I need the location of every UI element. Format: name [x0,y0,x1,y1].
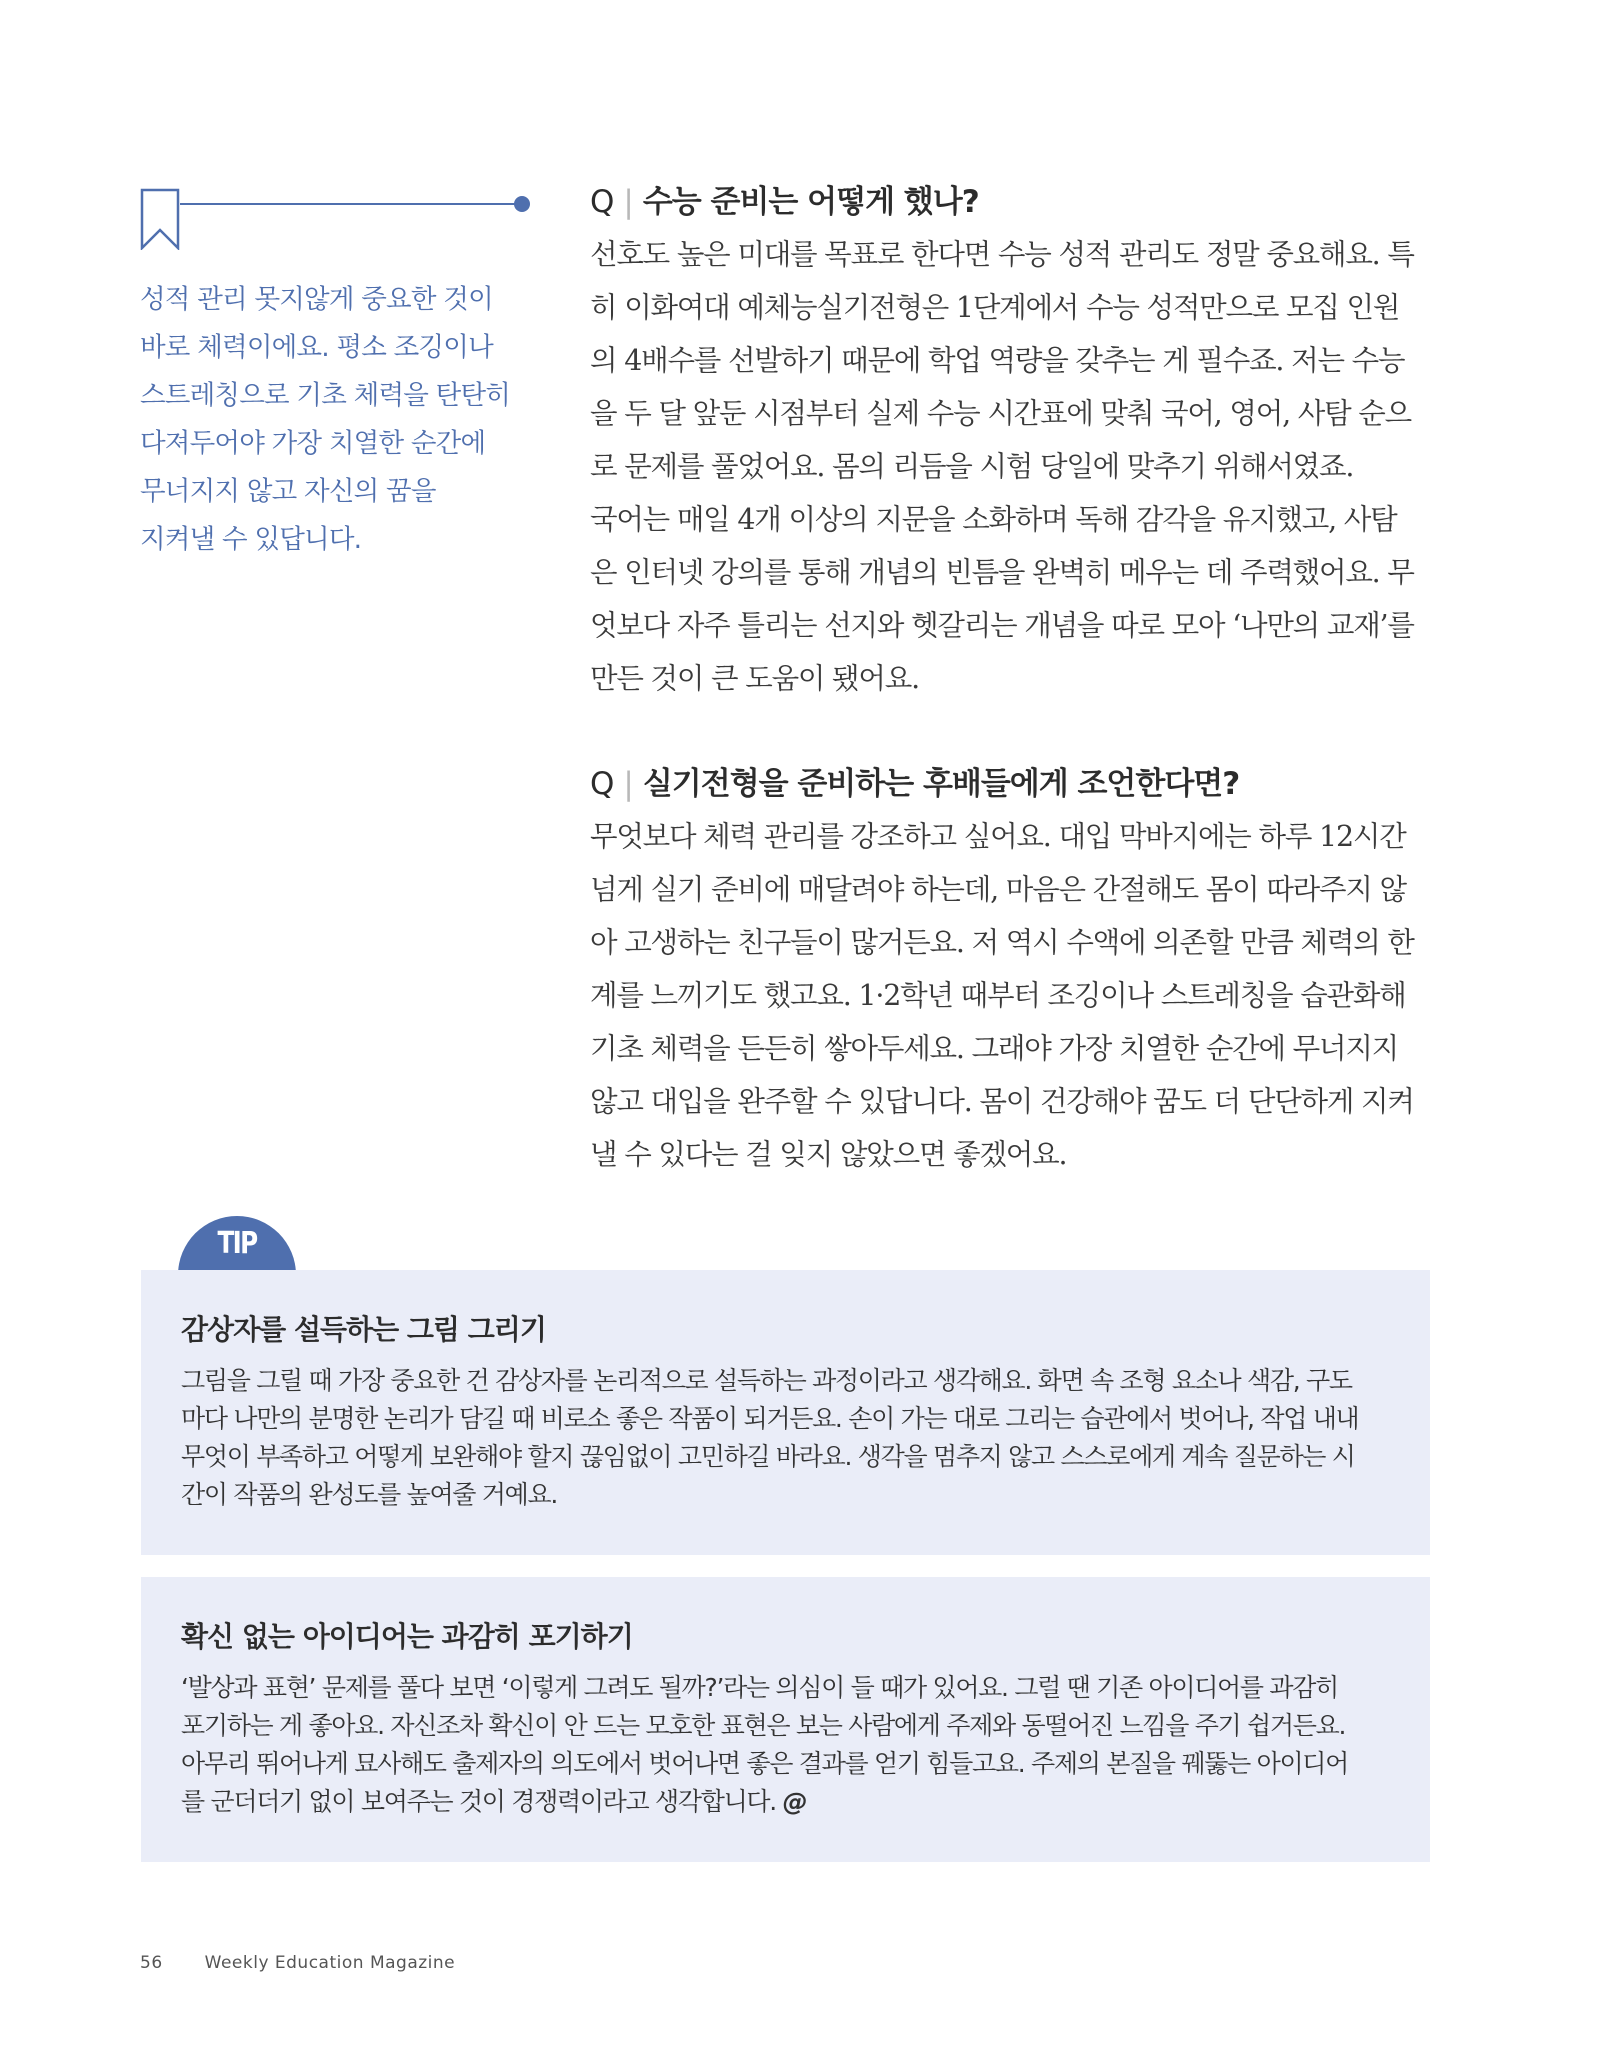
interview-section-2 [590,758,1440,1181]
question-mark: Q [590,766,614,802]
decorative-dot [514,196,530,212]
end-mark-icon: @ [782,1787,807,1816]
question-mark: Q [590,184,614,220]
question-separator: | [623,766,633,802]
page-number: 56 [140,1953,163,1973]
tip-body-text: ‘발상과 표현’ 문제를 풀다 보면 ‘이렇게 그려도 될까?’라는 의심이 들 때가 있어요. 그럴 땐 기존 아이디어를 과감히 포기하는 게 좋아요. 자신조차 확신이 안 드는 모호한 표현은 보는 사람에게 주제와 동떨어진 느낌을 주기 쉽거든요. 아무리 뛰어나게 묘사해도 출제자의 의도에서 벗어나면 좋은 결과를 얻기 힘들고요. 주제의 본질을 꿰뚫는 아이디어 를 군더더기 없이 보여주는 것이 경쟁력이라고 생각합니다. [181,1673,1349,1816]
answer-text: 무엇보다 체력 관리를 강조하고 싶어요. 대입 막바지에는 하루 12시간 넘게 실기 준비에 매달려야 하는데, 마음은 간절해도 몸이 따라주지 않 아 고생하는 친구들이 많거든요. 저 역시 수액에 의존할 만큼 체력의 한 계를 느끼기도 했고요. 1·2학년 때부터 조깅이나 스트레칭을 습관화해 기초 체력을 든든히 쌓아두세요. 그래야 가장 치열한 순간에 무너지지 않고 대입을 완주할 수 있답니다. 몸이 건강해야 꿈도 더 단단하게 지켜 낼 수 있다는 걸 잊지 않았으면 좋겠어요. [590,820,1414,1171]
tip-title: 감상자를 설득하는 그림 그리기 [181,1313,546,1346]
page-footer [140,1953,455,1973]
tip-title: 확신 없는 아이디어는 과감히 포기하기 [181,1620,633,1653]
question-separator: | [623,184,633,220]
pull-quote: 성적 관리 못지않게 중요한 것이 바로 체력이에요. 평소 조깅이나 스트레칭으로 기초 체력을 탄탄히 다져두어야 가장 치열한 순간에 무너지지 않고 자신의 꿈을 지켜낼 수 있답니다. [140,284,511,555]
bookmark-icon [140,188,180,250]
question-heading [590,176,1440,228]
question-text: 수능 준비는 어떻게 했나? [642,184,979,220]
decorative-rule [180,203,518,205]
question-heading [590,758,1440,810]
tip-body: 그림을 그릴 때 가장 중요한 건 감상자를 논리적으로 설득하는 과정이라고 생각해요. 화면 속 조형 요소나 색감, 구도 마다 나만의 분명한 논리가 담길 때 비로소 좋은 작품이 되거든요. 손이 가는 대로 그리는 습관에서 벗어나, 작업 내내 무엇이 부족하고 어떻게 보완해야 할지 끊임없이 고민하길 바라요. 생각을 멈추지 않고 스스로에게 계속 질문하는 시 간이 작품의 완성도를 높여줄 거예요. [181,1366,1359,1509]
question-text: 실기전형을 준비하는 후배들에게 조언한다면? [642,766,1240,802]
tip-box [141,1270,1430,1555]
answer-text: 선호도 높은 미대를 목표로 한다면 수능 성적 관리도 정말 중요해요. 특 히 이화여대 예체능실기전형은 1단계에서 수능 성적만으로 모집 인원 의 4배수를 선발하기 때문에 학업 역량을 갖추는 게 필수죠. 저는 수능 을 두 달 앞둔 시점부터 실제 수능 시간표에 맞춰 국어, 영어, 사탐 순으 로 문제를 풀었어요. 몸의 리듬을 시험 당일에 맞추기 위해서였죠. 국어는 매일 4개 이상의 지문을 소화하며 독해 감각을 유지했고, 사탐 은 인터넷 강의를 통해 개념의 빈틈을 완벽히 메우는 데 주력했어요. 무 엇보다 자주 틀리는 선지와 헷갈리는 개념을 따로 모아 ‘나만의 교재’를 만든 것이 큰 도움이 됐어요. [590,238,1414,695]
interview-section-1 [590,176,1440,705]
tip-body [181,1669,1390,1821]
magazine-name: Weekly Education Magazine [204,1953,456,1973]
tip-badge-label: TIP [217,1226,257,1261]
tip-box [141,1577,1430,1862]
